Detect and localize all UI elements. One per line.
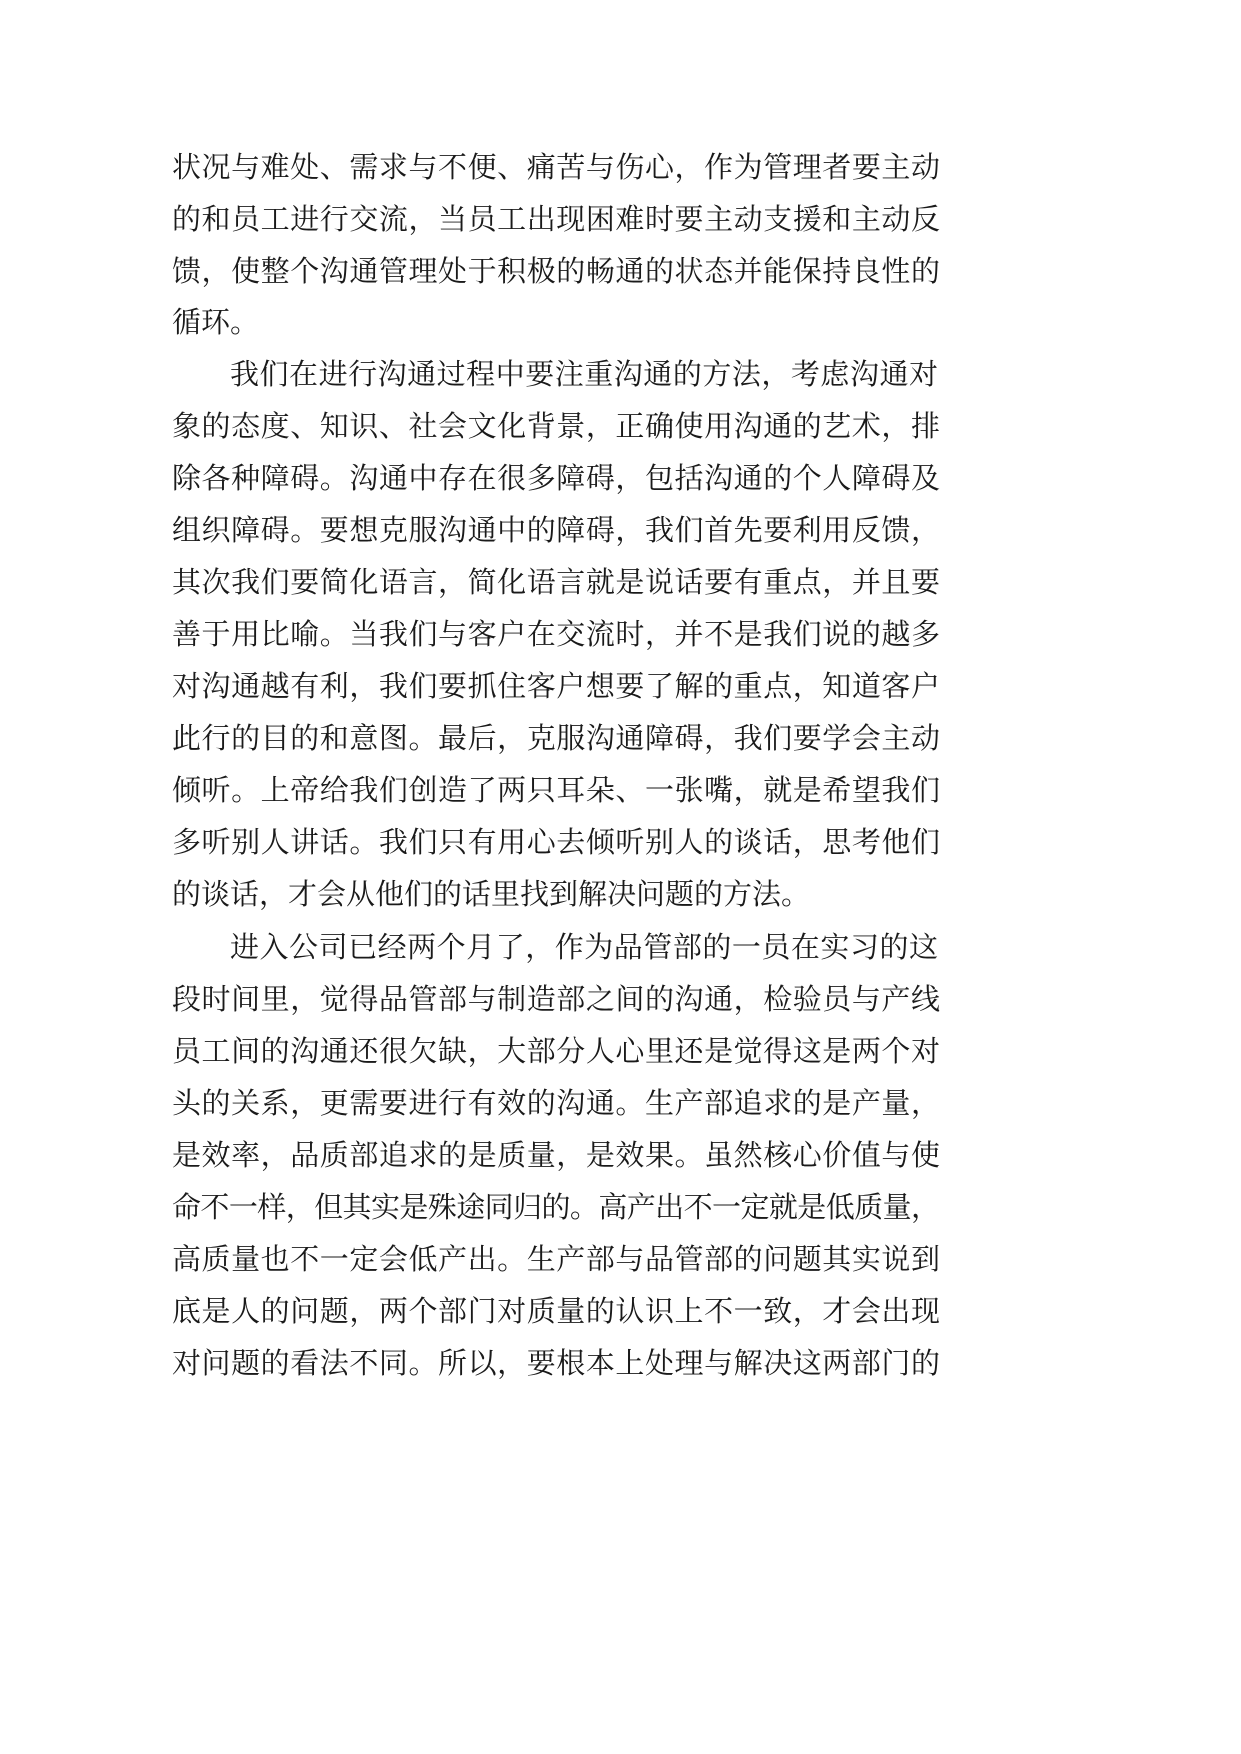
paragraph-1-line-4: 循环。: [172, 305, 260, 339]
paragraph-3-line-3: 员工间的沟通还很欠缺，大部分人心里还是觉得这是两个对: [172, 1034, 941, 1068]
paragraph-3-line-1: 进入公司已经两个月了，作为品管部的一员在实习的这: [230, 930, 939, 964]
paragraph-1-line-3: 馈，使整个沟通管理处于积极的畅通的状态并能保持良性的: [172, 254, 941, 288]
paragraph-3-line-7: 高质量也不一定会低产出。生产部与品管部的问题其实说到: [172, 1242, 941, 1276]
paragraph-2-line-2: 象的态度、知识、社会文化背景，正确使用沟通的艺术，排: [172, 409, 941, 443]
paragraph-2-line-8: 此行的目的和意图。最后，克服沟通障碍，我们要学会主动: [172, 721, 941, 755]
paragraph-2-line-11: 的谈话，才会从他们的话里找到解决问题的方法。: [172, 877, 811, 911]
paragraph-3-line-5: 是效率，品质部追求的是质量，是效果。虽然核心价值与使: [172, 1138, 941, 1172]
paragraph-2-line-4: 组织障碍。要想克服沟通中的障碍，我们首先要利用反馈，: [172, 513, 941, 547]
paragraph-2-line-9: 倾听。上帝给我们创造了两只耳朵、一张嘴，就是希望我们: [172, 773, 941, 807]
paragraph-2-line-3: 除各种障碍。沟通中存在很多障碍，包括沟通的个人障碍及: [172, 461, 941, 495]
paragraph-3-line-9: 对问题的看法不同。所以，要根本上处理与解决这两部门的: [172, 1346, 941, 1380]
paragraph-3-line-8: 底是人的问题，两个部门对质量的认识上不一致，才会出现: [172, 1294, 941, 1328]
paragraph-1-line-2: 的和员工进行交流，当员工出现困难时要主动支援和主动反: [172, 202, 941, 236]
paragraph-1-line-1: 状况与难处、需求与不便、痛苦与伤心，作为管理者要主动: [172, 150, 941, 184]
paragraph-2-line-6: 善于用比喻。当我们与客户在交流时，并不是我们说的越多: [172, 617, 941, 651]
paragraph-3-line-2: 段时间里，觉得品管部与制造部之间的沟通，检验员与产线: [172, 982, 941, 1016]
paragraph-3-line-4: 头的关系，更需要进行有效的沟通。生产部追求的是产量，: [172, 1086, 941, 1120]
paragraph-2-line-5: 其次我们要简化语言，简化语言就是说话要有重点，并且要: [172, 565, 941, 599]
paragraph-3-line-6: 命不一样，但其实是殊途同归的。高产出不一定就是低质量，: [172, 1190, 940, 1224]
paragraph-2-line-10: 多听别人讲话。我们只有用心去倾听别人的谈话，思考他们: [172, 825, 941, 859]
paragraph-2-line-1: 我们在进行沟通过程中要注重沟通的方法，考虑沟通对: [230, 357, 939, 391]
paragraph-2-line-7: 对沟通越有利，我们要抓住客户想要了解的重点，知道客户: [172, 669, 941, 703]
